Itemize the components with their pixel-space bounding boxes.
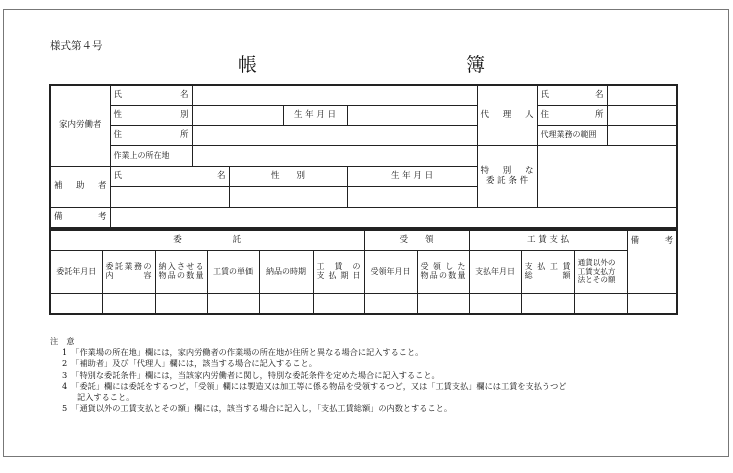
entry-cell[interactable]: [102, 294, 155, 315]
consign-group: 委 託: [50, 230, 364, 250]
note-item: 3 「特別な委託条件」欄には，当該家内労働者に関し，特別な委託条件を定めた場合に記入すること。: [62, 369, 440, 380]
note-item: 記入すること。: [77, 392, 135, 403]
col-pay-day: 支払年月日: [469, 250, 521, 293]
entry-cell[interactable]: [50, 294, 102, 315]
assistant-sex-field[interactable]: [229, 186, 347, 207]
entry-cell[interactable]: [207, 294, 259, 315]
entry-cell[interactable]: [627, 294, 677, 315]
note-item: 5 「通貨以外の工賃支払とその額」欄には，該当する場合に記入し，「支払工賃総額」の内数とすること。: [62, 403, 453, 414]
entry-cell[interactable]: [259, 294, 313, 315]
entry-cell[interactable]: [417, 294, 469, 315]
notes-heading: 注 意: [50, 336, 75, 346]
col-deliver-qty: 納入させる 物品の数量: [155, 250, 207, 293]
col-delivery-time: 納品の時期: [259, 250, 313, 293]
form-number: 様式第４号: [50, 40, 103, 52]
worker-name-field[interactable]: [192, 85, 477, 105]
worker-address-field[interactable]: [192, 126, 477, 146]
note-item: 4 「委託」欄には委託をするつど，「受領」欄には製造又は加工等に係る物品を受領するつど，又は「工賃支払」欄には工賃を支払うつど: [62, 380, 567, 391]
assistant-name-label: 氏 名: [110, 166, 229, 186]
worker-birth-label: 生 年 月 日: [283, 105, 347, 125]
col-receive-date: 受領年月日: [364, 250, 417, 293]
remarks-label: 備 考: [50, 208, 110, 228]
ledger-table: [49, 229, 678, 315]
worker-birth-field[interactable]: [347, 105, 477, 125]
assistant-birth-label: 生 年 月 日: [347, 166, 477, 186]
worker-label: 家内労働者: [50, 85, 110, 166]
assistant-label: 補 助 者: [50, 166, 110, 208]
ledger-remarks-header: 備 考: [627, 230, 677, 294]
col-other-payment: 通貨以外の 工賃支払方 法とその額: [574, 250, 627, 293]
agent-label: 代 理 人: [477, 85, 537, 146]
col-consign-date: 委託年月日: [50, 250, 102, 293]
agent-scope-label: 代理業務の範囲: [537, 126, 607, 146]
worker-address-label: 住 所: [110, 126, 192, 146]
workplace-field[interactable]: [192, 146, 477, 166]
entry-cell[interactable]: [574, 294, 627, 315]
worker-info-table: [49, 84, 678, 229]
remarks-field[interactable]: [110, 208, 677, 228]
assistant-birth-field[interactable]: [347, 186, 477, 207]
col-total: 支 払 工 賃 総 額: [521, 250, 574, 293]
worker-sex-label: 性 別: [110, 105, 192, 125]
col-content: 委託業務の 内 容: [102, 250, 155, 293]
entry-cell[interactable]: [313, 294, 364, 315]
entry-cell[interactable]: [521, 294, 574, 315]
col-received-qty: 受 領 し た 物品の数量: [417, 250, 469, 293]
wage-pay-group: 工 賃 支 払: [469, 230, 627, 250]
agent-address-label: 住 所: [537, 105, 607, 125]
assistant-name-field[interactable]: [110, 186, 229, 207]
note-item: 2 「補助者」及び「代理人」欄には，該当する場合に記入すること。: [62, 358, 317, 369]
title-left: 帳: [238, 54, 258, 76]
col-unit-price: 工賃の単価: [207, 250, 259, 293]
entry-cell[interactable]: [469, 294, 521, 315]
entry-cell[interactable]: [155, 294, 207, 315]
worker-name-label: 氏 名: [110, 85, 192, 105]
agent-address-field[interactable]: [607, 105, 677, 125]
worker-sex-field[interactable]: [192, 105, 283, 125]
col-pay-date: 工 賃 の 支 払 期 日: [313, 250, 364, 293]
special-terms-label: 特 別 な 委 託 条 件: [477, 146, 537, 208]
workplace-label: 作業上の所在地: [110, 146, 192, 166]
agent-name-field[interactable]: [607, 85, 677, 105]
notes-section: [50, 336, 566, 414]
receive-group: 受 領: [364, 230, 469, 250]
entry-cell[interactable]: [364, 294, 417, 315]
agent-name-label: 氏 名: [537, 85, 607, 105]
title-right: 簿: [466, 54, 486, 76]
special-terms-field[interactable]: [537, 146, 677, 208]
note-item: 1 「作業場の所在地」欄には，家内労働者の作業場の所在地が住所と異なる場合に記入すること。: [62, 347, 424, 358]
assistant-sex-label: 性 別: [229, 166, 347, 186]
agent-scope-field[interactable]: [607, 126, 677, 146]
